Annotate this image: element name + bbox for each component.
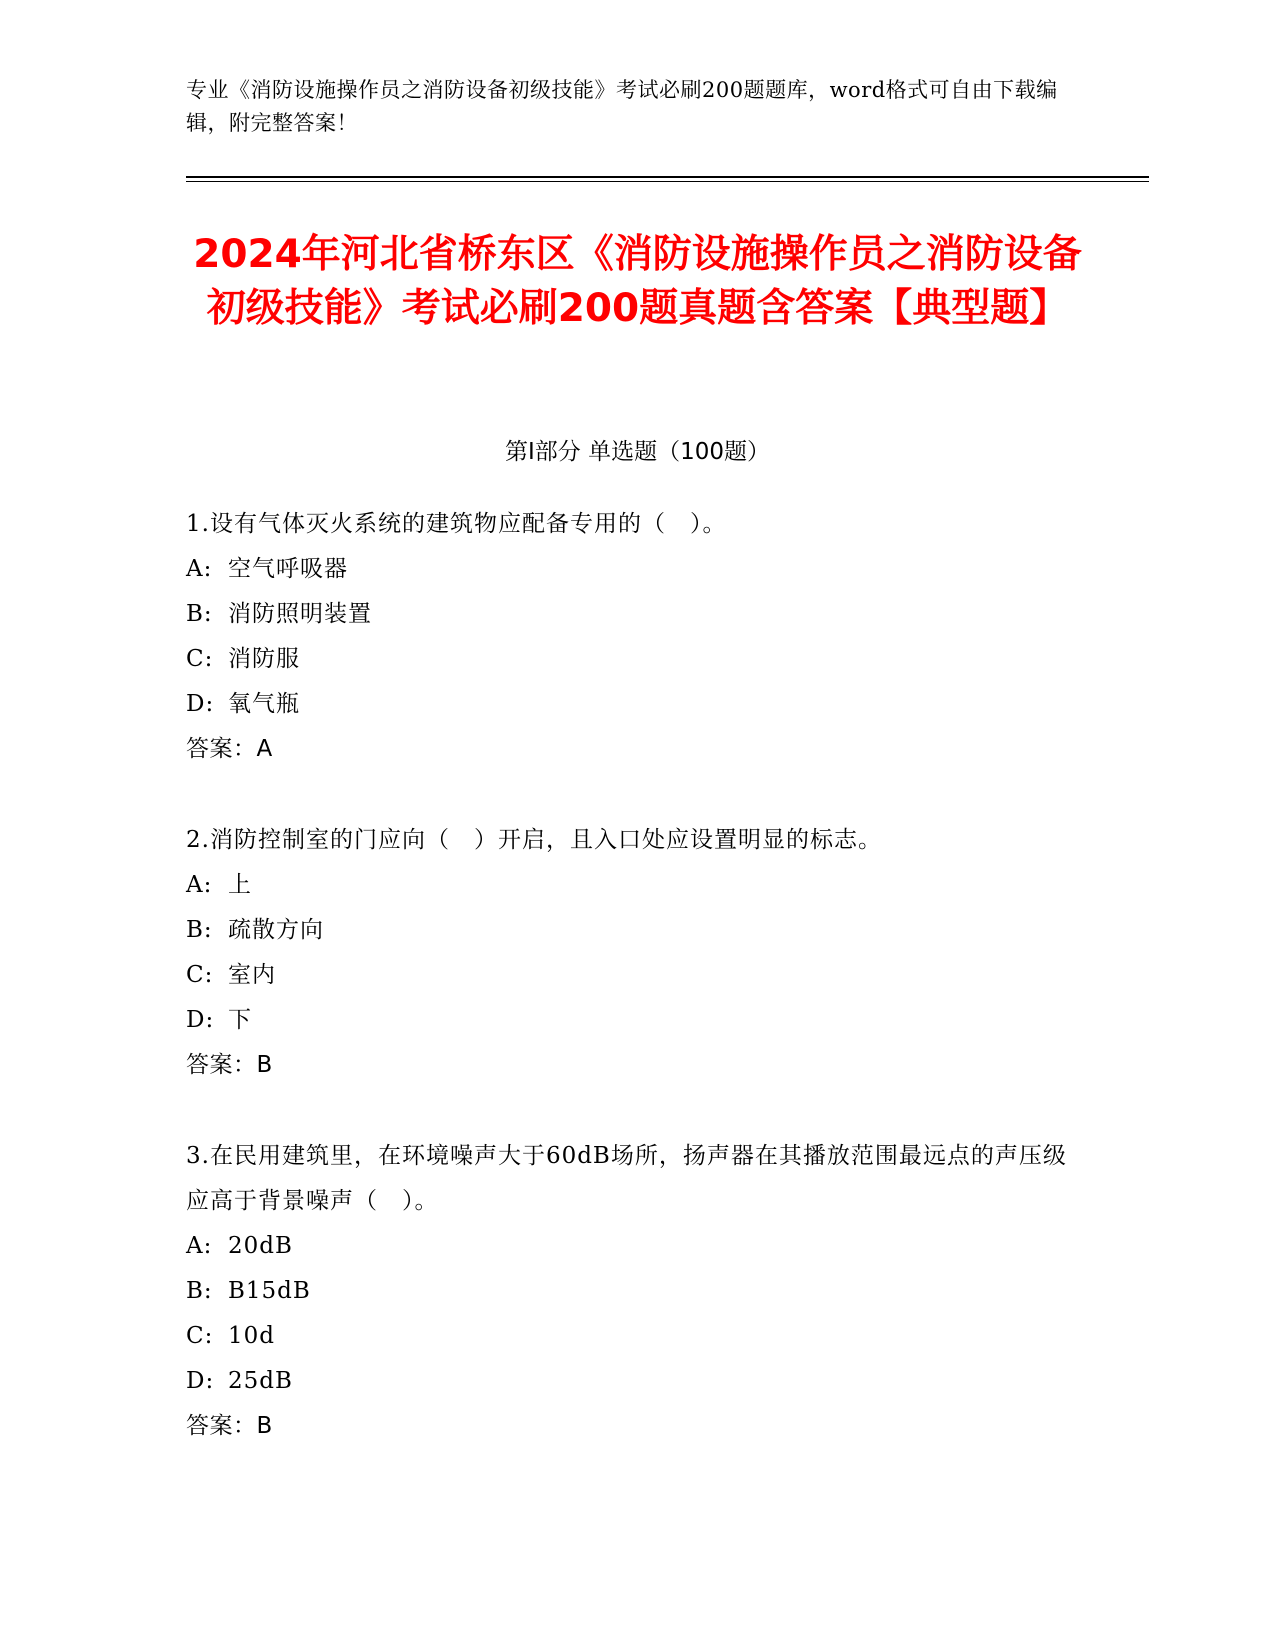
option-text: 消防照明装置 — [228, 601, 372, 627]
question-stem: 1.设有气体灭火系统的建筑物应配备专用的（ ）。 — [186, 511, 727, 537]
answer-line: 答案：B — [186, 1413, 273, 1439]
option-letter: B: — [186, 1278, 213, 1304]
option-a — [186, 547, 1086, 592]
option-text: 氧气瓶 — [228, 691, 300, 717]
option-letter: C: — [186, 646, 214, 672]
option-text: 疏散方向 — [228, 917, 324, 943]
option-letter: C: — [186, 1323, 214, 1349]
option-letter: A: — [186, 556, 213, 582]
header-divider-thin — [186, 181, 1149, 182]
question-2 — [186, 818, 1086, 1088]
option-b — [186, 908, 1086, 953]
question-stem: 2.消防控制室的门应向（ ）开启，且入口处应设置明显的标志。 — [186, 827, 882, 853]
option-d — [186, 682, 1086, 727]
option-letter: A: — [186, 1233, 213, 1259]
option-text: 下 — [228, 1007, 252, 1033]
option-b — [186, 592, 1086, 637]
option-letter: B: — [186, 601, 213, 627]
question-3 — [186, 1134, 1086, 1449]
option-text: 消防服 — [228, 646, 300, 672]
option-text: 10d — [228, 1323, 275, 1349]
option-text: 空气呼吸器 — [228, 556, 348, 582]
option-text: 25dB — [228, 1368, 293, 1394]
option-text: 20dB — [228, 1233, 293, 1259]
question-1 — [186, 502, 1086, 772]
option-letter: D: — [186, 1368, 215, 1394]
option-letter: B: — [186, 917, 213, 943]
option-letter: D: — [186, 691, 215, 717]
header-note: 专业《消防设施操作员之消防设备初级技能》考试必刷200题题库，word格式可自由下载编辑，附完整答案！ — [186, 78, 1058, 135]
option-letter: C: — [186, 962, 214, 988]
answer-line: 答案：B — [186, 1052, 273, 1078]
option-a — [186, 863, 1086, 908]
option-c — [186, 953, 1086, 998]
option-a — [186, 1224, 1086, 1269]
option-letter: A: — [186, 872, 213, 898]
answer-line: 答案：A — [186, 736, 273, 762]
option-d — [186, 998, 1086, 1043]
option-c — [186, 637, 1086, 682]
option-text: B15dB — [228, 1278, 311, 1304]
option-d — [186, 1359, 1086, 1404]
option-text: 上 — [228, 872, 252, 898]
question-stem: 3.在民用建筑里，在环境噪声大于60dB场所，扬声器在其播放范围最远点的声压级应高于背景噪声（ ）。 — [186, 1143, 1067, 1214]
option-letter: D: — [186, 1007, 215, 1033]
section-heading: 第Ⅰ部分 单选题（100题） — [505, 439, 770, 465]
document-title: 2024年河北省桥东区《消防设施操作员之消防设备初级技能》考试必刷200题真题含答案【典型题】 — [193, 232, 1082, 331]
header-divider-thick — [186, 176, 1149, 178]
option-text: 室内 — [228, 962, 276, 988]
option-b — [186, 1269, 1086, 1314]
option-c — [186, 1314, 1086, 1359]
